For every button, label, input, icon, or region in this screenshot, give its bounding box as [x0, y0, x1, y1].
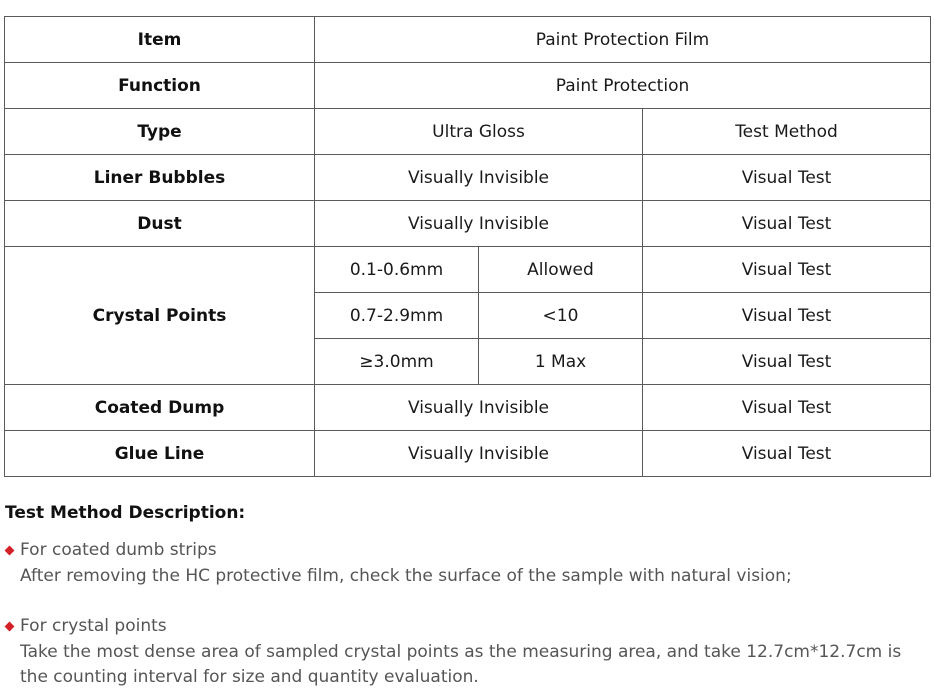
test-method-header: Test Method — [643, 109, 931, 155]
row-label-crystal-points: Crystal Points — [5, 247, 315, 385]
row-label-item: Item — [5, 17, 315, 63]
row-label-dust: Dust — [5, 201, 315, 247]
function-value: Paint Protection — [315, 63, 931, 109]
type-value: Ultra Gloss — [315, 109, 643, 155]
table-row-function — [5, 63, 931, 109]
item-value: Paint Protection Film — [315, 17, 931, 63]
glue-line-method: Visual Test — [643, 431, 931, 477]
table-row-crystal-points-1 — [5, 247, 931, 293]
crystal-size-1: 0.1-0.6mm — [315, 247, 479, 293]
red-diamond-bullet-icon — [5, 546, 15, 556]
spec-table — [4, 16, 931, 477]
dust-method: Visual Test — [643, 201, 931, 247]
red-diamond-bullet-icon — [5, 622, 15, 632]
table-row-liner-bubbles — [5, 155, 931, 201]
liner-bubbles-method: Visual Test — [643, 155, 931, 201]
table-row-dust — [5, 201, 931, 247]
coated-dump-value: Visually Invisible — [315, 385, 643, 431]
glue-line-value: Visually Invisible — [315, 431, 643, 477]
table-row-item — [5, 17, 931, 63]
row-label-coated-dump: Coated Dump — [5, 385, 315, 431]
table-row-type — [5, 109, 931, 155]
row-label-glue-line: Glue Line — [5, 431, 315, 477]
row-label-liner-bubbles: Liner Bubbles — [5, 155, 315, 201]
crystal-limit-1: Allowed — [479, 247, 643, 293]
crystal-limit-2: <10 — [479, 293, 643, 339]
crystal-size-3: ≥3.0mm — [315, 339, 479, 385]
bullet-text-coated-strips: After removing the HC protective film, check the surface of the sample with natural vision; — [20, 566, 792, 586]
description-title: Test Method Description: — [5, 503, 246, 523]
dust-value: Visually Invisible — [315, 201, 643, 247]
table-row-coated-dump — [5, 385, 931, 431]
crystal-method-3: Visual Test — [643, 339, 931, 385]
coated-dump-method: Visual Test — [643, 385, 931, 431]
row-label-type: Type — [5, 109, 315, 155]
liner-bubbles-value: Visually Invisible — [315, 155, 643, 201]
table-row-glue-line — [5, 431, 931, 477]
crystal-method-1: Visual Test — [643, 247, 931, 293]
crystal-method-2: Visual Test — [643, 293, 931, 339]
bullet-heading-coated-strips: For coated dumb strips — [20, 540, 217, 560]
bullet-heading-crystal-points: For crystal points — [20, 616, 167, 636]
bullet-text-crystal-points: Take the most dense area of sampled crystal points as the measuring area, and take 12.7cm*12.7cm is the counting interval for size and quantity evaluation. — [20, 642, 902, 687]
crystal-limit-3: 1 Max — [479, 339, 643, 385]
row-label-function: Function — [5, 63, 315, 109]
crystal-size-2: 0.7-2.9mm — [315, 293, 479, 339]
